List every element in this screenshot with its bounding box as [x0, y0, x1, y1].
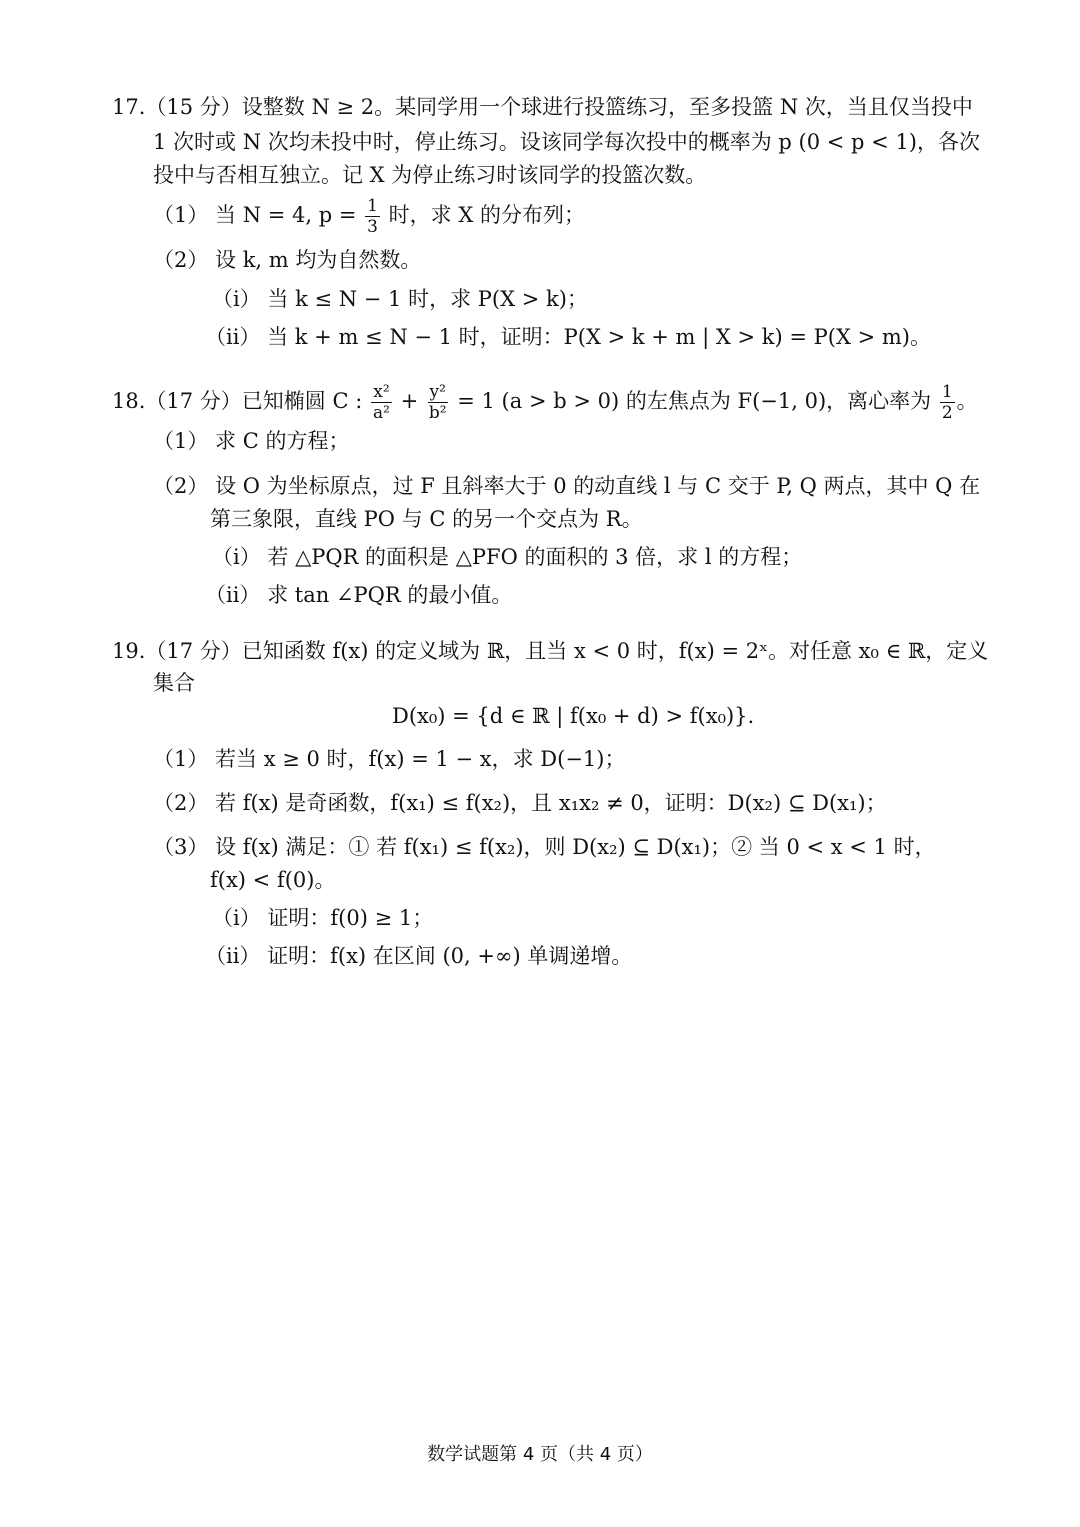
q17-part-2-ii: （ii） 当 k + m ≤ N − 1 时，证明：P(X > k + m | X > k) = P(X > m)。: [205, 325, 931, 349]
q17-line-2: 1 次时或 N 次均未投中时，停止练习。设该同学每次投中的概率为 p (0 < p < 1)，各次: [153, 130, 980, 154]
q19-part-3-i: （i） 证明：f(0) ≥ 1；: [212, 906, 434, 930]
q17-line-3: 投中与否相互独立。记 X 为停止练习时该同学的投篮次数。: [153, 163, 707, 187]
q17-line-1: 17.（15 分）设整数 N ≥ 2。某同学用一个球进行投篮练习，至多投篮 N 次，当且仅当投中: [112, 95, 973, 119]
q19-part-3-line-1: （3） 设 f(x) 满足：① 若 f(x₁) ≤ f(x₂)，则 D(x₂) ⊆ D(x₁)；② 当 0 < x < 1 时，: [153, 835, 936, 859]
q17-part-1: （1） 当 N = 4, p = $\frac{1}{3}$ 时，求 X 的分布列；: [153, 196, 585, 237]
q19-part-3-line-2: f(x) < f(0)。: [210, 868, 336, 892]
q18-line-1: 18.（17 分）已知椭圆 C : $\frac{\text{x²}}{\text{a²}}$ + $\frac{\text{y²}}{\text{b²}}$ = 1 (a > b > 0) 的左焦点为 F(−1, 0)，离心率为 $\frac{1}{2}$ 。: [112, 382, 978, 423]
q18-part-2-ii: （ii） 求 tan ∠PQR 的最小值。: [205, 583, 513, 607]
q19-line-2: 集合: [153, 671, 195, 695]
q19-part-2: （2） 若 f(x) 是奇函数，f(x₁) ≤ f(x₂)，且 x₁x₂ ≠ 0，证明：D(x₂) ⊆ D(x₁)；: [153, 791, 887, 815]
q17-part-2: （2） 设 k, m 均为自然数。: [153, 248, 422, 272]
fraction-x2-a2: $\frac{\text{x²}}{\text{a²}}$: [372, 382, 390, 423]
page-footer: 数学试题第 4 页（共 4 页）: [427, 1444, 653, 1465]
q18-part-1: （1） 求 C 的方程；: [153, 429, 350, 453]
q19-part-3-ii: （ii） 证明：f(x) 在区间 (0, +∞) 单调递增。: [205, 944, 633, 968]
fraction-one-third: $\frac{1}{3}$: [367, 196, 378, 237]
q18-part-2-line-1: （2） 设 O 为坐标原点，过 F 且斜率大于 0 的动直线 l 与 C 交于 P, Q 两点，其中 Q 在: [153, 474, 981, 498]
fraction-y2-b2: $\frac{\text{y²}}{\text{b²}}$: [428, 382, 447, 423]
q19-formula: D(x₀) = {d ∈ ℝ | f(x₀ + d) > f(x₀)}.: [392, 704, 755, 728]
q19-part-1: （1） 若当 x ≥ 0 时，f(x) = 1 − x，求 D(−1)；: [153, 747, 626, 771]
q17-part-2-i: （i） 当 k ≤ N − 1 时，求 P(X > k)；: [212, 287, 588, 311]
q18-part-2-i: （i） 若 △PQR 的面积是 △PFO 的面积的 3 倍，求 l 的方程；: [212, 545, 803, 569]
fraction-one-half: $\frac{1}{2}$: [941, 382, 953, 423]
q18-part-2-line-2: 第三象限，直线 PO 与 C 的另一个交点为 R。: [210, 507, 643, 531]
q19-line-1: 19.（17 分）已知函数 f(x) 的定义域为 ℝ，且当 x < 0 时，f(x) = 2ˣ。对任意 x₀ ∈ ℝ，定义: [112, 639, 989, 663]
